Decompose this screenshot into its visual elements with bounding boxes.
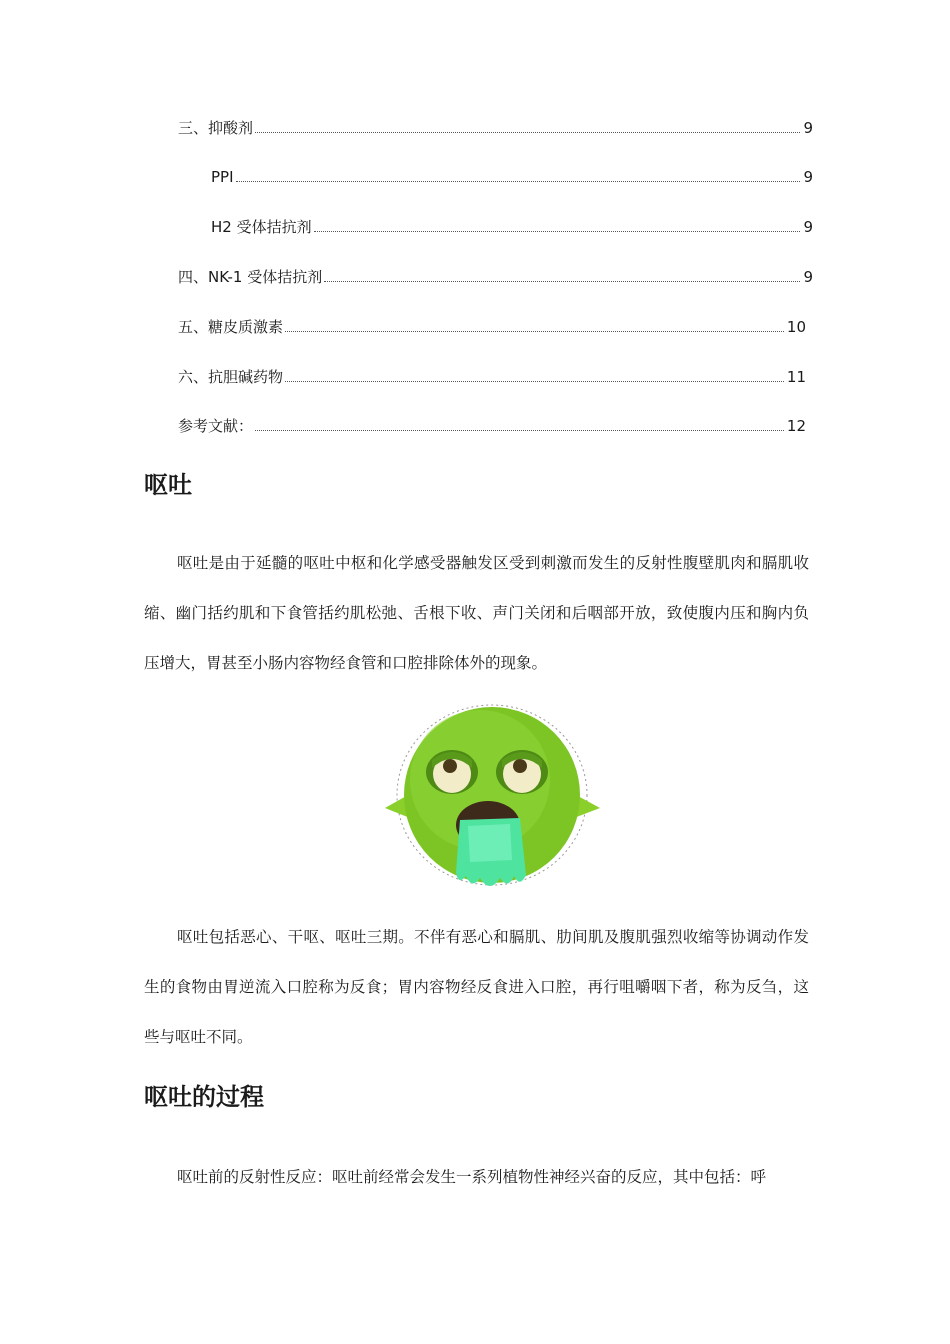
- body-paragraph: 呕吐包括恶心、干呕、呕吐三期。不伴有恶心和膈肌、肋间肌及腹肌强烈收缩等协调动作发生的食物由胃逆流入口腔称为反食；胃内容物经反食进入口腔，再行咀嚼咽下者，称为反刍，这些与呕吐不同。: [144, 928, 809, 1046]
- toc-label: 四、NK-1 受体拮抗剂: [178, 268, 323, 286]
- toc-page-number: 11: [786, 368, 806, 386]
- toc-entry[interactable]: [178, 411, 806, 435]
- toc-label: 五、糖皮质激素: [178, 318, 284, 336]
- toc-entry[interactable]: [211, 162, 813, 186]
- toc-label: 三、抑酸剂: [178, 119, 254, 137]
- toc-label: H2 受体拮抗剂: [211, 218, 312, 236]
- toc-leader: [255, 131, 800, 133]
- toc-entry[interactable]: [178, 262, 813, 286]
- toc-entry[interactable]: [178, 113, 813, 137]
- toc-entry[interactable]: [178, 312, 806, 336]
- toc-page-number: 10: [786, 318, 806, 336]
- toc-label: PPI: [211, 168, 234, 186]
- section-heading: 呕吐: [144, 471, 192, 499]
- toc-leader: [236, 180, 801, 182]
- toc-leader: [324, 280, 800, 282]
- toc-page-number: 12: [786, 417, 806, 435]
- toc-entry[interactable]: [178, 362, 806, 386]
- toc-entry[interactable]: [211, 212, 813, 236]
- toc-page-number: 9: [803, 218, 813, 236]
- body-paragraph: 呕吐前的反射性反应：呕吐前经常会发生一系列植物性神经兴奋的反应，其中包括：呼: [177, 1168, 767, 1186]
- toc-leader: [314, 230, 801, 232]
- toc-page-number: 9: [803, 268, 813, 286]
- toc-label: 参考文献：: [178, 417, 254, 435]
- toc-leader: [255, 429, 784, 431]
- toc-leader: [285, 380, 784, 382]
- vomiting-monster-icon: [380, 700, 605, 895]
- body-paragraph: 呕吐是由于延髓的呕吐中枢和化学感受器触发区受到刺激而发生的反射性腹壁肌肉和膈肌收缩、幽门括约肌和下食管括约肌松弛、舌根下收、声门关闭和后咽部开放，致使腹内压和胸内负压增大，胃甚至小肠内容物经食管和口腔排除体外的现象。: [144, 554, 809, 672]
- toc-label: 六、抗胆碱药物: [178, 368, 284, 386]
- toc-page-number: 9: [803, 119, 813, 137]
- section-heading: 呕吐的过程: [144, 1083, 264, 1111]
- toc-leader: [285, 330, 784, 332]
- toc-page-number: 9: [803, 168, 813, 186]
